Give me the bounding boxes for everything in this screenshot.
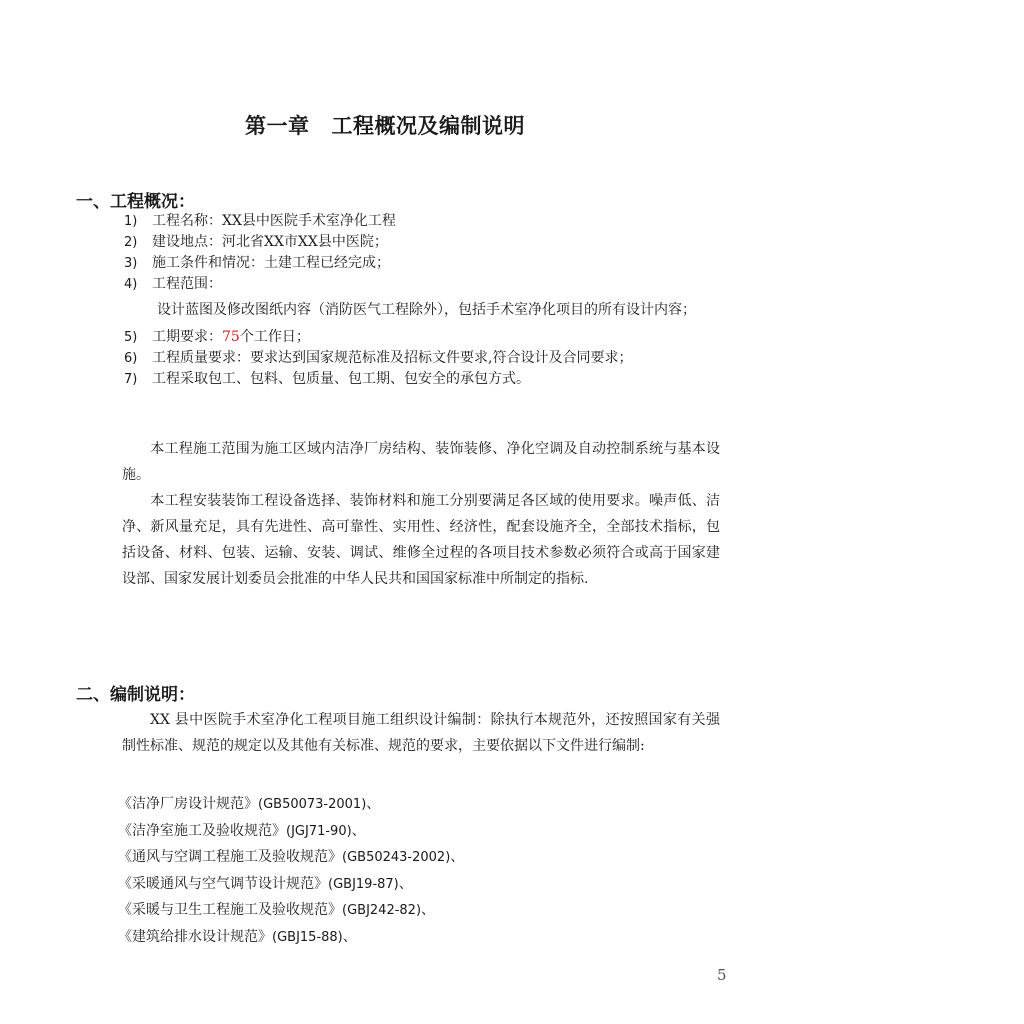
list-number: 7)	[124, 372, 138, 387]
reference-code: (GBJ242-82)	[342, 903, 422, 918]
reference-list	[118, 791, 464, 950]
chapter-name: 工程概况及编制说明	[331, 114, 525, 138]
reference-code: (GBJ19-87)	[328, 876, 399, 892]
list-number: 2)	[124, 235, 138, 250]
reference-name: 《通风与空调工程施工及验收规范》	[118, 849, 342, 865]
reference-name: 《建筑给排水设计规范》	[118, 928, 272, 945]
list-text: 施工条件和情况：土建工程已经完成；	[152, 255, 390, 271]
list-item	[124, 327, 717, 348]
scope-description: 设计蓝图及修改图纸内容（消防医气工程除外），包括手术室净化项目的所有设计内容；	[157, 302, 696, 318]
list-text: 建设地点：河北省XX市XX县中医院；	[152, 234, 388, 250]
duration-highlight: 75	[222, 329, 240, 345]
reference-item	[118, 897, 464, 924]
reference-name: 《洁净厂房设计规范》	[118, 796, 258, 812]
list-text: 工程采取包工、包料、包质量、包工期、包安全的承包方式。	[152, 371, 530, 387]
reference-code: (GBJ15-88)	[272, 929, 343, 945]
reference-item	[118, 871, 464, 898]
reference-code: (GB50243-2002)	[342, 850, 451, 865]
reference-code: (JGJ71-90)	[286, 823, 352, 839]
list-text: 工程名称：XX县中医院手术室净化工程	[152, 213, 396, 229]
scope-paragraph	[122, 436, 720, 488]
requirements-paragraph	[122, 488, 720, 592]
reference-suffix: 、	[351, 822, 366, 839]
reference-name: 《采暖与卫生工程施工及验收规范》	[118, 902, 342, 918]
list-text-suffix: 个工作日；	[239, 329, 310, 345]
list-item	[124, 232, 717, 253]
page-number: 5	[717, 966, 727, 984]
compilation-paragraph	[122, 707, 720, 759]
requirements-paragraph-text: 本工程安装装饰工程设备选择、装饰材料和施工分别要满足各区域的使用要求。噪声低、洁净、新风量充足，具有先进性、高可靠性、实用性、经济性，配套设施齐全，全部技术指标，包括设备、材料、包装、运输、安装、调试、维修全过程的各项目技术参数必须符合或高于国家建设部、国家发展计划委员会批准的中华人民共和国国家标准中所制定的指标.	[122, 493, 720, 587]
list-text: 工期要求：	[152, 329, 222, 345]
list-number: 1)	[124, 214, 138, 229]
list-item	[124, 369, 717, 390]
list-text: 工程范围：	[152, 276, 222, 292]
compilation-paragraph-text: XX 县中医院手术室净化工程项目施工组织设计编制：除执行本规范外，还按照国家有关强制性标准、规范的规定以及其他有关标准、规范的要求，主要依据以下文件进行编制:	[122, 712, 720, 754]
section-heading-overview: 一、工程概况：	[76, 192, 195, 212]
reference-suffix: 、	[421, 902, 436, 918]
section-heading-compilation: 二、编制说明：	[76, 685, 195, 705]
list-item	[124, 348, 717, 369]
reference-name: 《采暖通风与空气调节设计规范》	[118, 875, 328, 892]
list-item	[124, 274, 717, 295]
list-number: 6)	[124, 351, 138, 366]
list-number: 4)	[124, 277, 138, 292]
reference-name: 《洁净室施工及验收规范》	[118, 822, 286, 839]
reference-item	[118, 818, 464, 845]
reference-item	[118, 844, 464, 871]
list-item	[124, 253, 717, 274]
reference-code: (GB50073-2001)	[258, 797, 367, 812]
reference-suffix: 、	[366, 796, 381, 812]
reference-item	[118, 924, 464, 951]
chapter-title	[245, 110, 525, 140]
reference-suffix: 、	[398, 875, 413, 892]
scope-paragraph-text: 本工程施工范围为施工区域内洁净厂房结构、装饰装修、净化空调及自动控制系统与基本设施。	[122, 441, 720, 483]
list-number: 3)	[124, 256, 138, 271]
list-item	[124, 211, 717, 232]
reference-suffix: 、	[450, 849, 465, 865]
list-number: 5)	[124, 330, 138, 345]
project-overview-list	[124, 211, 717, 390]
list-text: 工程质量要求：要求达到国家规范标准及招标文件要求,符合设计及合同要求；	[152, 350, 633, 366]
chapter-prefix: 第一章	[245, 114, 310, 138]
reference-item	[118, 791, 464, 818]
reference-suffix: 、	[342, 928, 357, 945]
